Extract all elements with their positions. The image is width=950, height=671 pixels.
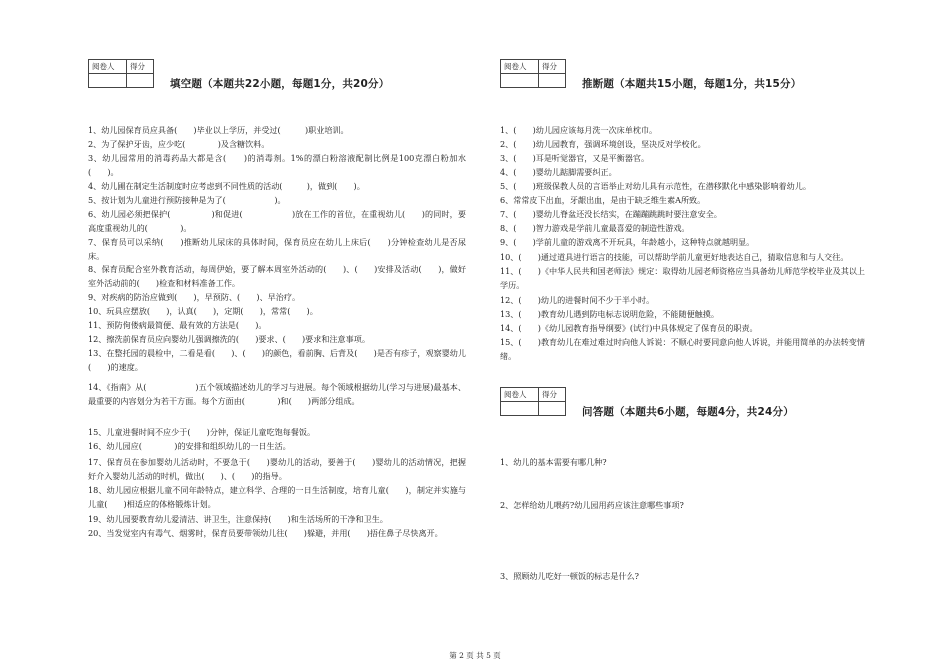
page-footer: 第 2 页 共 5 页 [449,651,501,660]
score-cell [127,74,154,88]
section-title-fill: 填空题（本题共22小题，每题1分，共20分） [170,78,390,90]
judge-question: 1、( )幼儿园应该每月洗一次床单枕巾。 [500,125,658,135]
fill-question: 11、预防佝偻病最简便、最有效的方法是( )。 [88,320,267,330]
fill-question: 16、幼儿园应( )的安排和组织幼儿的一日生活。 [88,441,291,451]
fill-question: 18、幼儿园应根据儿童不同年龄特点，建立科学、合理的一日生活制度，培育儿童( )，制定并实施与儿童( )相适应的体格锻炼计划。 [88,485,466,509]
section-title-qa: 问答题（本题共6小题，每题4分，共24分） [582,406,794,418]
fill-question: 7、保育员可以采纳( )推断幼儿尿床的具体时间，保育员应在幼儿上床后( )分钟检查幼儿是否尿床。 [88,237,466,261]
reviewer-cell [89,74,127,88]
score-box-fill [88,59,154,88]
reviewer-cell [501,402,539,416]
judge-question: 4、( )婴幼儿踮脚需要纠正。 [500,167,617,177]
score-label: 得分 [127,60,154,74]
fill-question: 2、为了保护牙齿，应少吃( )及含糖饮料。 [88,139,270,149]
fill-question: 8、保育员配合室外教育活动，每周伊始，要了解本周室外活动的( )、( )安排及活动( )，做好室外活动前的( )检查和材料准备工作。 [88,264,466,288]
reviewer-cell [501,74,539,88]
score-label: 得分 [539,60,566,74]
judge-question: 10、( )通过道具进行语言的技能，可以帮助学前儿童更好地表达自己，猜取信息和与人交往。 [500,252,849,262]
reviewer-label: 阅卷人 [89,60,127,74]
fill-question: 12、擦洗前保育员应向婴幼儿强调擦洗的( )要求、( )要求和注意事项。 [88,334,370,344]
fill-question: 5、按计划为儿童进行预防接种是为了( )。 [88,195,286,205]
qa-question: 2、怎样给幼儿喂药?幼儿园用药应该注意哪些事项? [500,500,684,510]
reviewer-label: 阅卷人 [501,60,539,74]
judge-question: 14、( )《幼儿园教育指导纲要》(试行)中具体规定了保育员的职责。 [500,323,758,333]
judge-question: 2、( )幼儿园教育，强调环境创设，坚决反对学校化。 [500,139,706,149]
fill-question: 1、幼儿园保育员应具备( )毕业以上学历，并受过( )职业培训。 [88,125,349,135]
judge-question: 15、( )教育幼儿在难过难过时向他人诉说：不顺心时要同意向他人诉说，并能用简单的办法转变情绪。 [500,337,865,361]
fill-question: 4、幼儿圃在制定生活制度时应考虑到不同性质的活动( )，做到( )。 [88,181,365,191]
fill-question: 14、《指南》从( )五个领域描述幼儿的学习与进展。每个领域根据幼儿(学习与进展)最基本、最重要的内容划分为若干方面。每个方面由( )和( )两部分组成。 [88,382,466,406]
fill-question: 17、保育员在参加婴幼儿活动时，不要急于( )婴幼儿的活动，要善于( )婴幼儿的活动情况，把握好介入婴幼儿活动的时机，做出( )、( )的指导。 [88,457,466,481]
score-box-qa [500,387,566,416]
qa-question: 3、照顾幼儿吃好一顿饭的标志是什么? [500,571,639,581]
fill-question: 3、幼儿园常用的消毒药品大都是含( )的消毒剂。1%的漂白粉溶液配制比例是100克漂白粉加水( )。 [88,153,466,177]
fill-question: 10、玩具应摆放( )，认真( )，定期( )，常常( )。 [88,306,318,316]
section-title-judge: 推断题（本题共15小题，每题1分，共15分） [582,78,802,90]
fill-question: 13、在整托园的晨检中，二看是看( )、( )的颜色，看前胸、后背及( )是否有疹子，观察婴幼儿( )的速度。 [88,348,466,372]
qa-question: 1、幼儿的基本需要有哪几种? [500,457,607,467]
judge-question: 6、常常皮下出血，牙龈出血，是由于缺乏维生素A所致。 [500,195,706,205]
judge-question: 12、( )幼儿的进餐时间不少于半小时。 [500,295,655,305]
judge-question: 8、( )智力游戏是学前儿童最喜爱的制造性游戏。 [500,223,690,233]
judge-question: 5、( )班级保教人员的言语举止对幼儿具有示范性，在潜移默化中感染影响着幼儿。 [500,181,811,191]
score-label: 得分 [539,388,566,402]
judge-question: 9、( )学前儿童的游戏离不开玩具，年龄越小，这种特点就越明显。 [500,237,755,247]
fill-question: 15、儿童进餐时间不应少于( )分钟，保证儿童吃饱每餐饭。 [88,427,316,437]
score-cell [539,402,566,416]
judge-question: 11、( )《中华人民共和国老师法》规定：取得幼儿园老师资格应当具备幼儿师范学校毕业及其以上学历。 [500,266,865,290]
judge-question: 13、( )教育幼儿遇到防电标志说明危险，不能随便触摸。 [500,309,719,319]
fill-question: 9、对疾病的防治应做到( )，早预防、( )、早治疗。 [88,292,301,302]
score-cell [539,74,566,88]
fill-question: 6、幼儿园必须把保护( )和促进( )放在工作的首位，在重视幼儿( )的同时，要高度重视幼儿的( )。 [88,209,466,233]
judge-question: 3、( )耳是听觉器官，又是平衡器官。 [500,153,650,163]
fill-question: 20、当发觉室内有毒气、烟雾时，保育员要带领幼儿往( )躲避，并用( )捂住鼻子尽快离开。 [88,528,443,538]
judge-question: 7、( )婴幼儿脊盆还没长结实，在蹦蹦跳跳时要注意安全。 [500,209,722,219]
reviewer-label: 阅卷人 [501,388,539,402]
score-box-judge [500,59,566,88]
fill-question: 19、幼儿园要教育幼儿爱清洁、讲卫生，注意保持( )和生活场所的干净和卫生。 [88,514,388,524]
